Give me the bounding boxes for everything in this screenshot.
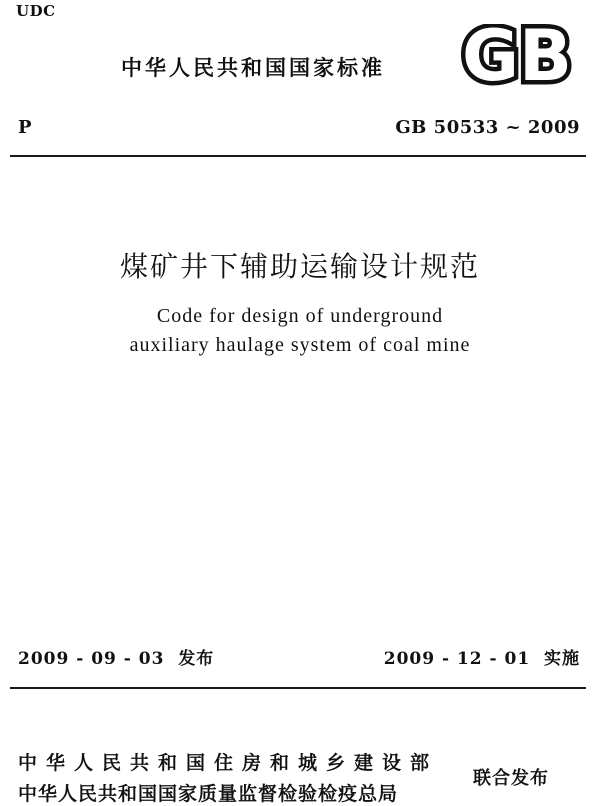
udc-label: UDC [16, 2, 56, 20]
issued-date: 2009 - 09 - 03 [18, 649, 165, 669]
title-english [0, 302, 600, 360]
implemented-date: 2009 - 12 - 01 [383, 649, 531, 669]
issued-date-block [18, 644, 214, 669]
bottom-divider [10, 687, 586, 689]
joint-issue-label: 联合发布 [473, 768, 549, 789]
gb-logo [459, 24, 575, 86]
national-standard-title: 中华人民共和国国家标准 [121, 56, 385, 80]
title-english-line-1: Code for design of underground [156, 305, 444, 327]
issued-label: 发布 [178, 649, 215, 669]
title-chinese: 煤矿井下辅助运输设计规范 [119, 250, 480, 283]
issuer-ministry-housing: 中华人民共和国住房和城乡建设部 [18, 752, 439, 774]
title-english-line-2: auxiliary haulage system of coal mine [129, 334, 471, 356]
top-divider [10, 155, 586, 157]
standard-number: GB 50533 ~ 2009 [395, 117, 580, 138]
implemented-label: 实施 [544, 649, 580, 669]
issuer-aqsiq: 中华人民共和国国家质量监督检验检疫总局 [18, 783, 399, 805]
implemented-date-block [384, 644, 580, 669]
category-code: P [18, 117, 32, 138]
gb-logo-text: GB [462, 24, 572, 86]
